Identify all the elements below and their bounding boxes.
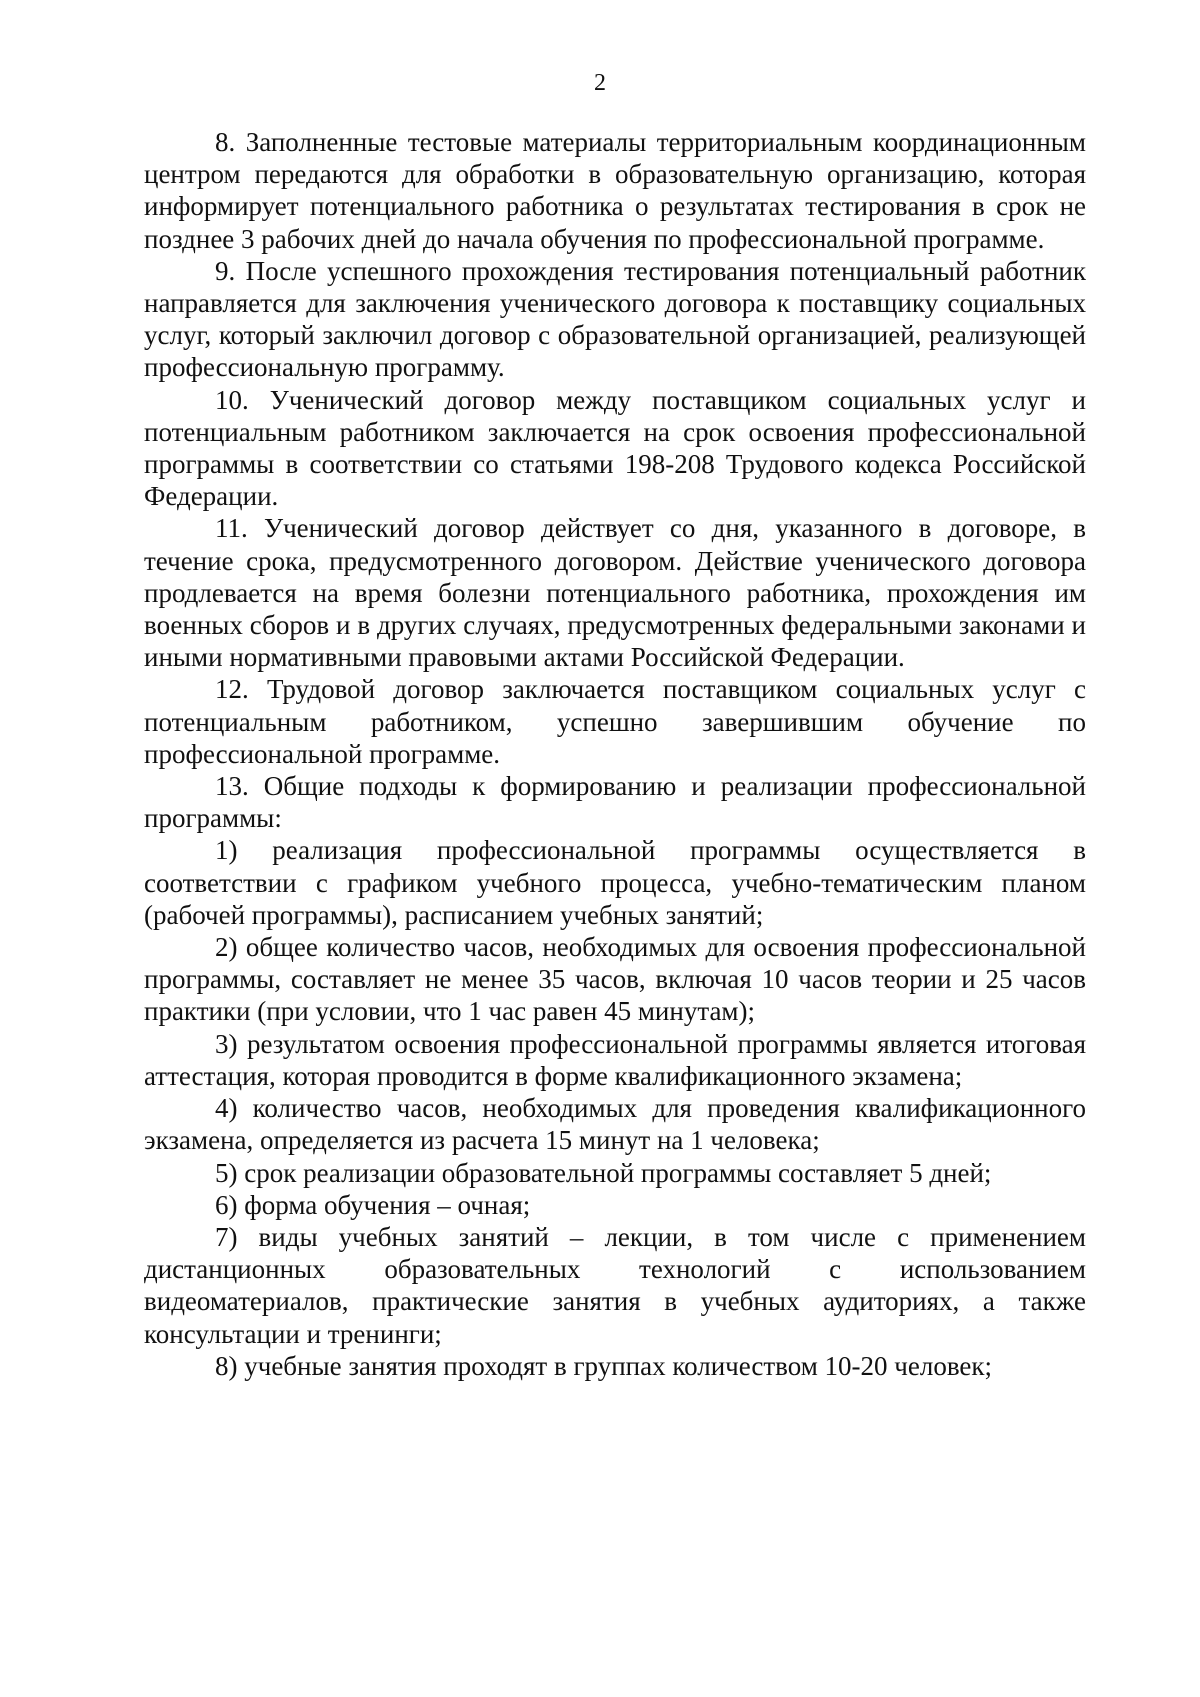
paragraph-10: 10. Ученический договор между поставщиком социальных услуг и потенциальным работником заключается на срок освоения профессиональной программы в соответствии со статьями 198-208 Трудового кодекса Российской Федерации. — [144, 384, 1086, 512]
page-number: 2 — [594, 70, 606, 96]
list-item-5: 5) срок реализации образовательной программы составляет 5 дней; — [215, 1157, 992, 1188]
paragraph-8: 8. Заполненные тестовые материалы территориальным координационным центром передаются для обработки в образовательную организацию, которая информирует потенциального работника о результатах тестирования в срок не позднее 3 рабочих дней до начала обучения по профессиональной программе. — [144, 127, 1086, 254]
list-item-8: 8) учебные занятия проходят в группах количеством 10-20 человек; — [215, 1350, 993, 1381]
paragraph-11: 11. Ученический договор действует со дня, указанного в договоре, в течение срока, предусмотренного договором. Действие ученического договора продлевается на время болезни потенциального работника, прохождения им военных сборов и в других случаях, предусмотренных федеральными законами и иными нормативными правовыми актами Российской Федерации. — [144, 513, 1086, 673]
paragraph-9: 9. После успешного прохождения тестирования потенциальный работник направляется для заключения ученического договора к поставщику социальных услуг, который заключил договор с образовательной организацией, реализующей профессиональную программу. — [144, 255, 1086, 383]
paragraph-12: 12. Трудовой договор заключается поставщиком социальных услуг с потенциальным работником, успешно завершившим обучение по профессиональной программе. — [144, 674, 1086, 769]
list-item-1: 1) реализация профессиональной программы осуществляется в соответствии с графиком учебного процесса, учебно-тематическим планом (рабочей программы), расписанием учебных занятий; — [144, 835, 1086, 930]
paragraph-13: 13. Общие подходы к формированию и реализации профессиональной программы: — [144, 771, 1086, 834]
document-body — [144, 126, 1086, 1382]
list-item-2: 2) общее количество часов, необходимых для освоения профессиональной программы, составляет не менее 35 часов, включая 10 часов теории и 25 часов практики (при условии, что 1 час равен 45 минутам); — [144, 932, 1086, 1027]
list-item-6: 6) форма обучения – очная; — [215, 1189, 531, 1220]
list-item-4: 4) количество часов, необходимых для проведения квалификационного экзамена, определяется из расчета 15 минут на 1 человека; — [144, 1093, 1086, 1156]
list-item-3: 3) результатом освоения профессиональной программы является итоговая аттестация, которая проводится в форме квалификационного экзамена; — [144, 1028, 1086, 1091]
list-item-7: 7) виды учебных занятий – лекции, в том числе с применением дистанционных образовательных технологий с использованием видеоматериалов, практические занятия в учебных аудиториях, а также консультации и тренинги; — [144, 1221, 1086, 1349]
